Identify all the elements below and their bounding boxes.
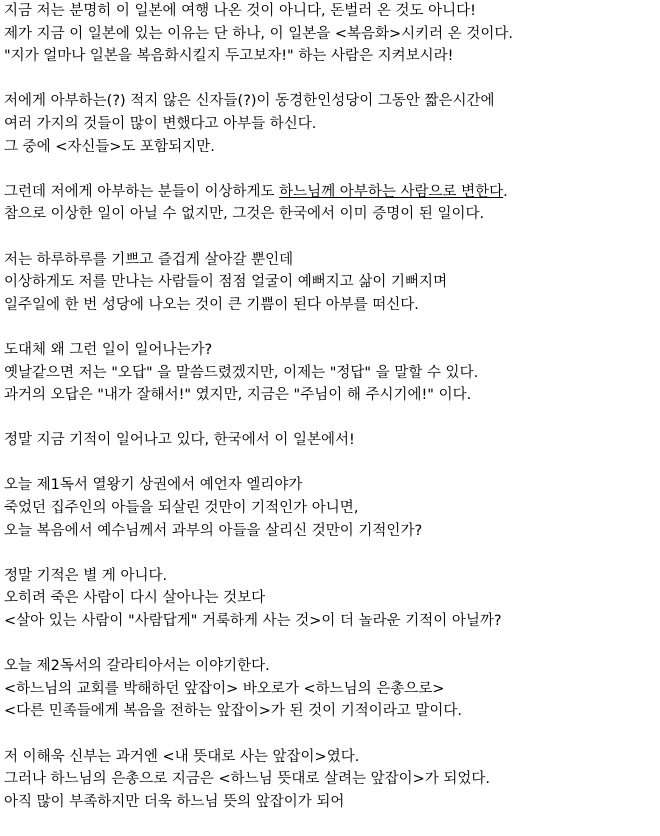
- paragraph-1: [4, 0, 656, 68]
- text-line: 저 이해욱 신부는 과거엔 <내 뜻대로 사는 앞잡이>였다.: [4, 748, 360, 765]
- text-line: 오늘 제2독서의 갈라티아서는 이야기한다.: [4, 658, 270, 675]
- paragraph-3: [4, 181, 656, 226]
- paragraph-7: [4, 474, 656, 542]
- text-line: 지금 저는 분명히 이 일본에 여행 나온 것이 아니다, 돈벌러 온 것도 아니다!: [4, 3, 476, 19]
- text-line-with-underline: [4, 181, 656, 204]
- text-line: 저에게 아부하는(?) 적지 않은 신자들(?)이 동경한인성당이 그동안 짧은시간에: [4, 93, 495, 110]
- text-line: 과거의 오답은 "내가 잘해서!" 였지만, 지금은 "주님이 해 주시기에!" 이다.: [4, 387, 472, 404]
- paragraph-6: [4, 429, 656, 452]
- underlined-text: 하느님께 아부하는 사람으로 변한다: [279, 183, 504, 200]
- paragraph-8: [4, 565, 656, 633]
- text-line: 죽었던 집주인의 아들을 되살린 것만이 기적인가 아니면,: [4, 500, 359, 517]
- paragraph-4: [4, 249, 656, 317]
- text-line: 참으로 이상한 일이 아닐 수 없지만, 그것은 한국에서 이미 증명이 된 일이다.: [4, 206, 485, 223]
- text-line: 정말 지금 기적이 일어나고 있다, 한국에서 이 일본에서!: [4, 432, 355, 449]
- paragraph-9: [4, 655, 656, 723]
- text-line: 제가 지금 이 일본에 있는 이유는 단 하나, 이 일본을 <복음화>시키러 온 것이다.: [4, 25, 514, 42]
- text-line: <다른 민족들에게 복음을 전하는 앞잡이>가 된 것이 기적이라고 말이다.: [4, 703, 462, 720]
- document-body: [4, 0, 656, 836]
- text-line: 정말 기적은 별 게 아니다.: [4, 567, 168, 584]
- text-line: 여러 가지의 것들이 많이 변했다고 아부들 하신다.: [4, 115, 317, 132]
- text-line: 오늘 복음에서 예수님께서 과부의 아들을 살리신 것만이 기적인가?: [4, 522, 423, 539]
- text-line: 오늘 제1독서 열왕기 상권에서 예언자 엘리야가: [4, 477, 303, 494]
- text-line: 저는 하루하루를 기쁘고 즐겁게 살아갈 뿐인데: [4, 251, 294, 268]
- text-line: 이상하게도 저를 만나는 사람들이 점점 얼굴이 예뻐지고 삶이 기뻐지며: [4, 274, 448, 291]
- text-line: <하느님의 교회를 박해하던 앞잡이> 바오로가 <하느님의 은총으로>: [4, 680, 445, 697]
- text-segment: .: [503, 183, 508, 200]
- text-line: 아직 많이 부족하지만 더욱 하느님 뜻의 앞잡이가 되어: [4, 793, 345, 810]
- paragraph-2: [4, 90, 656, 158]
- paragraph-10: [4, 746, 656, 814]
- text-line: 그 중에 <자신들>도 포함되지만.: [4, 138, 215, 155]
- paragraph-5: [4, 339, 656, 407]
- text-line: <살아 있는 사람이 "사람답게" 거룩하게 사는 것>이 더 놀라운 기적이 아닐까?: [4, 613, 502, 630]
- text-line: 오히려 죽은 사람이 다시 살아나는 것보다: [4, 590, 266, 607]
- text-line: 일주일에 한 번 성당에 나오는 것이 큰 기쁨이 된다 아부를 떠신다.: [4, 296, 419, 313]
- text-segment: 그런데 저에게 아부하는 분들이 이상하게도: [4, 183, 280, 200]
- text-line: 옛날같으면 저는 "오답" 을 말씀드렸겠지만, 이제는 "정답" 을 말할 수 있다.: [4, 364, 479, 381]
- text-line: 그러나 하느님의 은총으로 지금은 <하느님 뜻대로 살려는 앞잡이>가 되었다.: [4, 771, 490, 788]
- text-line: 도대체 왜 그런 일이 일어나는가?: [4, 341, 213, 358]
- text-line: "지가 얼마나 일본을 복음화시킬지 두고보자!" 하는 사람은 지켜보시라!: [4, 48, 454, 65]
